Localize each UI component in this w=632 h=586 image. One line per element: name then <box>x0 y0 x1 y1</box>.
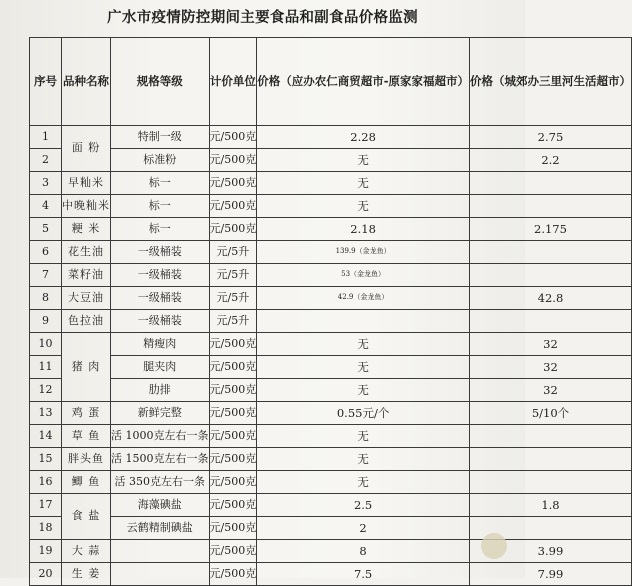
unit-cell: 元/500克 <box>209 379 257 402</box>
price-b-cell: 5/10个 <box>469 402 631 425</box>
price-a-cell: 2.28 <box>257 126 470 149</box>
table-row <box>30 425 632 448</box>
item-name: 中晚籼米 <box>62 195 111 218</box>
unit-cell: 元/5升 <box>209 287 257 310</box>
header-price-b: 价格（城郊办三里河生活超市） <box>469 38 631 126</box>
table-row <box>30 287 632 310</box>
item-name: 花生油 <box>62 241 111 264</box>
unit-cell: 元/500克 <box>209 195 257 218</box>
header-name: 品种名称 <box>62 38 111 126</box>
table-row <box>30 448 632 471</box>
price-a-cell: 无 <box>257 471 470 494</box>
table-row <box>30 517 632 540</box>
price-b-cell <box>469 448 631 471</box>
spec-cell: 云鹤精制碘盐 <box>111 517 210 540</box>
spec-cell <box>111 540 210 563</box>
price-b-cell <box>469 172 631 195</box>
spec-cell: 标一 <box>111 195 210 218</box>
table-row <box>30 241 632 264</box>
table-row <box>30 356 632 379</box>
row-index: 6 <box>30 241 62 264</box>
spec-cell: 腿夹肉 <box>111 356 210 379</box>
row-index: 2 <box>30 149 62 172</box>
price-a-cell: 2 <box>257 517 470 540</box>
unit-cell: 元/500克 <box>209 448 257 471</box>
spec-cell: 活 1000克左右一条 <box>111 425 210 448</box>
price-a-cell: 无 <box>257 172 470 195</box>
price-b-cell: 2.75 <box>469 126 631 149</box>
price-b-cell: 2.175 <box>469 218 631 241</box>
header-index: 序号 <box>30 38 62 126</box>
row-index: 16 <box>30 471 62 494</box>
table-row <box>30 402 632 425</box>
unit-cell: 元/500克 <box>209 425 257 448</box>
price-a-cell: 无 <box>257 425 470 448</box>
spec-cell: 肋排 <box>111 379 210 402</box>
item-name: 食 盐 <box>62 494 111 540</box>
price-a-cell: 无 <box>257 356 470 379</box>
price-b-cell <box>469 471 631 494</box>
price-a-cell: 无 <box>257 149 470 172</box>
item-name: 生 姜 <box>62 563 111 586</box>
price-a-cell: 无 <box>257 195 470 218</box>
unit-cell: 元/500克 <box>209 471 257 494</box>
unit-cell: 元/5升 <box>209 310 257 333</box>
table-row <box>30 494 632 517</box>
unit-cell: 元/5升 <box>209 241 257 264</box>
price-a-cell: 7.5 <box>257 563 470 586</box>
spec-cell: 标一 <box>111 172 210 195</box>
unit-cell: 元/500克 <box>209 126 257 149</box>
table-row <box>30 333 632 356</box>
table-row <box>30 172 632 195</box>
spec-cell: 标准粉 <box>111 149 210 172</box>
row-index: 7 <box>30 264 62 287</box>
price-a-cell <box>257 310 470 333</box>
row-index: 4 <box>30 195 62 218</box>
row-index: 5 <box>30 218 62 241</box>
spec-cell: 一级桶装 <box>111 264 210 287</box>
header-price-a: 价格（应办农仁商贸超市-原家家福超市） <box>257 38 470 126</box>
price-table <box>29 37 632 586</box>
unit-cell: 元/500克 <box>209 218 257 241</box>
item-name: 面 粉 <box>62 126 111 172</box>
row-index: 18 <box>30 517 62 540</box>
price-b-cell: 32 <box>469 356 631 379</box>
spec-cell: 活 350克左右一条 <box>111 471 210 494</box>
spec-cell: 一级桶装 <box>111 287 210 310</box>
table-row <box>30 540 632 563</box>
row-index: 17 <box>30 494 62 517</box>
spec-cell: 新鲜完整 <box>111 402 210 425</box>
price-a-cell: 139.9（金龙鱼） <box>257 241 470 264</box>
unit-cell: 元/500克 <box>209 356 257 379</box>
unit-cell: 元/500克 <box>209 402 257 425</box>
item-name: 大 蒜 <box>62 540 111 563</box>
price-b-cell: 1.8 <box>469 494 631 517</box>
page-title: 广水市疫情防控期间主要食品和副食品价格监测 <box>107 9 418 26</box>
table-row <box>30 310 632 333</box>
row-index: 11 <box>30 356 62 379</box>
unit-cell: 元/500克 <box>209 540 257 563</box>
spec-cell: 活 1500克左右一条 <box>111 448 210 471</box>
table-row <box>30 149 632 172</box>
row-index: 10 <box>30 333 62 356</box>
price-a-cell: 53（金龙鱼） <box>257 264 470 287</box>
spec-cell: 一级桶装 <box>111 241 210 264</box>
table-row <box>30 379 632 402</box>
spec-cell: 特制一级 <box>111 126 210 149</box>
price-a-cell: 0.55元/个 <box>257 402 470 425</box>
table-row <box>30 195 632 218</box>
spec-cell: 一级桶装 <box>111 310 210 333</box>
item-name: 早籼米 <box>62 172 111 195</box>
item-name: 草 鱼 <box>62 425 111 448</box>
row-index: 8 <box>30 287 62 310</box>
table-row <box>30 264 632 287</box>
row-index: 3 <box>30 172 62 195</box>
spec-cell: 标一 <box>111 218 210 241</box>
price-a-cell: 42.9（金龙鱼） <box>257 287 470 310</box>
price-b-cell <box>469 195 631 218</box>
row-index: 9 <box>30 310 62 333</box>
table-row <box>30 471 632 494</box>
unit-cell: 元/500克 <box>209 333 257 356</box>
table-row <box>30 218 632 241</box>
item-name: 胖头鱼 <box>62 448 111 471</box>
unit-cell: 元/500克 <box>209 494 257 517</box>
price-b-cell: 32 <box>469 379 631 402</box>
price-a-cell: 无 <box>257 379 470 402</box>
item-name: 猪 肉 <box>62 333 111 402</box>
item-name: 色拉油 <box>62 310 111 333</box>
spec-cell: 海藻碘盐 <box>111 494 210 517</box>
price-b-cell: 42.8 <box>469 287 631 310</box>
price-b-cell <box>469 425 631 448</box>
price-b-cell: 32 <box>469 333 631 356</box>
price-a-cell: 2.5 <box>257 494 470 517</box>
row-index: 20 <box>30 563 62 586</box>
row-index: 12 <box>30 379 62 402</box>
row-index: 19 <box>30 540 62 563</box>
unit-cell: 元/500克 <box>209 563 257 586</box>
price-a-cell: 无 <box>257 448 470 471</box>
table-row <box>30 126 632 149</box>
unit-cell: 元/500克 <box>209 517 257 540</box>
page-stamp <box>481 533 507 559</box>
price-b-cell <box>469 241 631 264</box>
item-name: 粳 米 <box>62 218 111 241</box>
price-b-cell <box>469 264 631 287</box>
header-unit: 计价单位 <box>209 38 257 126</box>
unit-cell: 元/500克 <box>209 149 257 172</box>
header-row <box>30 38 632 126</box>
row-index: 14 <box>30 425 62 448</box>
price-b-cell: 2.2 <box>469 149 631 172</box>
row-index: 15 <box>30 448 62 471</box>
item-name: 大豆油 <box>62 287 111 310</box>
unit-cell: 元/500克 <box>209 172 257 195</box>
table-row <box>30 563 632 586</box>
price-a-cell: 2.18 <box>257 218 470 241</box>
item-name: 菜籽油 <box>62 264 111 287</box>
row-index: 1 <box>30 126 62 149</box>
price-a-cell: 8 <box>257 540 470 563</box>
item-name: 鲫 鱼 <box>62 471 111 494</box>
price-b-cell <box>469 310 631 333</box>
row-index: 13 <box>30 402 62 425</box>
price-b-cell: 7.99 <box>469 563 631 586</box>
spec-cell <box>111 563 210 586</box>
spec-cell: 精瘦肉 <box>111 333 210 356</box>
item-name: 鸡 蛋 <box>62 402 111 425</box>
price-b-cell: 3.99 <box>469 540 631 563</box>
price-a-cell: 无 <box>257 333 470 356</box>
header-spec: 规格等级 <box>111 38 210 126</box>
unit-cell: 元/5升 <box>209 264 257 287</box>
